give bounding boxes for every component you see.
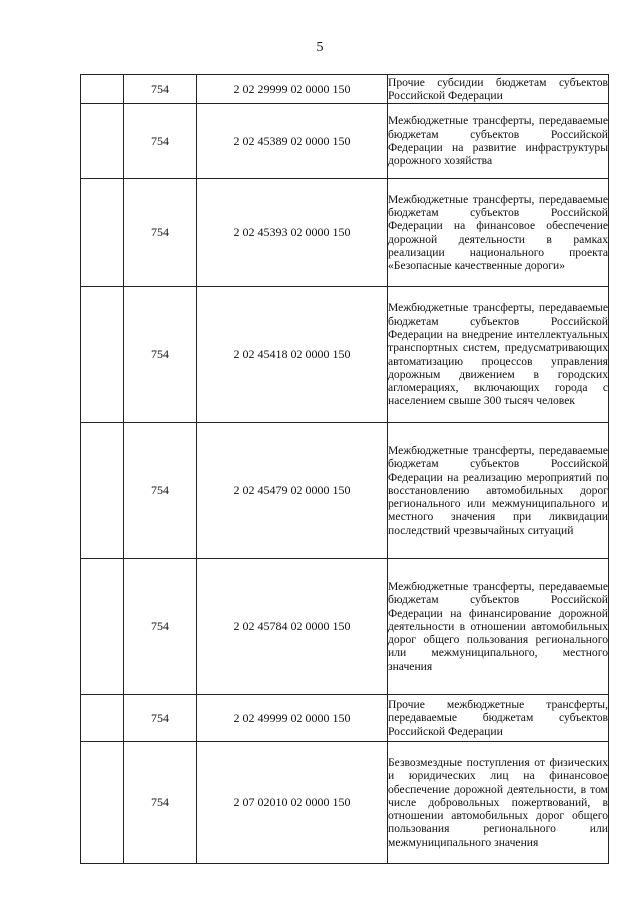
budget-code-cell: 2 02 45479 02 0000 150 xyxy=(197,423,388,559)
budget-code-cell: 2 02 49999 02 0000 150 xyxy=(197,695,388,742)
budget-code-cell: 2 02 45784 02 0000 150 xyxy=(197,559,388,695)
table-row xyxy=(81,287,609,423)
blank-cell xyxy=(81,287,124,423)
blank-cell xyxy=(81,423,124,559)
description-cell: Безвозмездные поступления от физических и юридических лиц на финансовое обеспечение дорожной деятельности, в том числе добровольных пожертвований, в отношении автомобильных дорог общего пользования регионального или межмуниципального значения xyxy=(388,742,609,864)
description-cell: Межбюджетные трансферты, передаваемые бюджетам субъектов Российской Федерации на развитие инфраструктуры дорожного хозяйства xyxy=(388,104,609,179)
budget-code-cell: 2 02 45389 02 0000 150 xyxy=(197,104,388,179)
table-row xyxy=(81,75,609,104)
admin-code-cell: 754 xyxy=(124,742,197,864)
admin-code-cell: 754 xyxy=(124,104,197,179)
description-cell: Межбюджетные трансферты, передаваемые бюджетам субъектов Российской Федерации на реализацию мероприятий по восстановлению автомобильных дорог регионального или межмуниципального и местного значения при ликвидации последствий чрезвычайных ситуаций xyxy=(388,423,609,559)
description-cell: Межбюджетные трансферты, передаваемые бюджетам субъектов Российской Федерации на внедрение интеллектуальных транспортных систем, предусматривающих автоматизацию процессов управления дорожным движением в городских агломерациях, включающих города с населением свыше 300 тысяч человек xyxy=(388,287,609,423)
blank-cell xyxy=(81,695,124,742)
description-cell: Межбюджетные трансферты, передаваемые бюджетам субъектов Российской Федерации на финансирование дорожной деятельности в отношении автомобильных дорог общего пользования регионального или межмуниципального, местного значения xyxy=(388,559,609,695)
blank-cell xyxy=(81,559,124,695)
budget-code-cell: 2 02 29999 02 0000 150 xyxy=(197,75,388,104)
admin-code-cell: 754 xyxy=(124,559,197,695)
table-row xyxy=(81,179,609,287)
table-row xyxy=(81,742,609,864)
blank-cell xyxy=(81,75,124,104)
blank-cell xyxy=(81,179,124,287)
budget-code-cell: 2 02 45418 02 0000 150 xyxy=(197,287,388,423)
admin-code-cell: 754 xyxy=(124,287,197,423)
admin-code-cell: 754 xyxy=(124,695,197,742)
admin-code-cell: 754 xyxy=(124,179,197,287)
page-number: 5 xyxy=(316,40,324,55)
description-cell: Межбюджетные трансферты, передаваемые бюджетам субъектов Российской Федерации на финансовое обеспечение дорожной деятельности в рамках реализации национального проекта «Безопасные качественные дороги» xyxy=(388,179,609,287)
budget-revenue-table xyxy=(80,74,609,864)
blank-cell xyxy=(81,104,124,179)
budget-code-cell: 2 02 45393 02 0000 150 xyxy=(197,179,388,287)
blank-cell xyxy=(81,742,124,864)
description-cell: Прочие межбюджетные трансферты, передаваемые бюджетам субъектов Российской Федерации xyxy=(388,695,609,742)
admin-code-cell: 754 xyxy=(124,75,197,104)
table-row xyxy=(81,559,609,695)
table-row xyxy=(81,695,609,742)
description-cell: Прочие субсидии бюджетам субъектов Российской Федерации xyxy=(388,75,608,102)
table-row xyxy=(81,423,609,559)
table-row xyxy=(81,104,609,179)
admin-code-cell: 754 xyxy=(124,423,197,559)
budget-code-cell: 2 07 02010 02 0000 150 xyxy=(197,742,388,864)
